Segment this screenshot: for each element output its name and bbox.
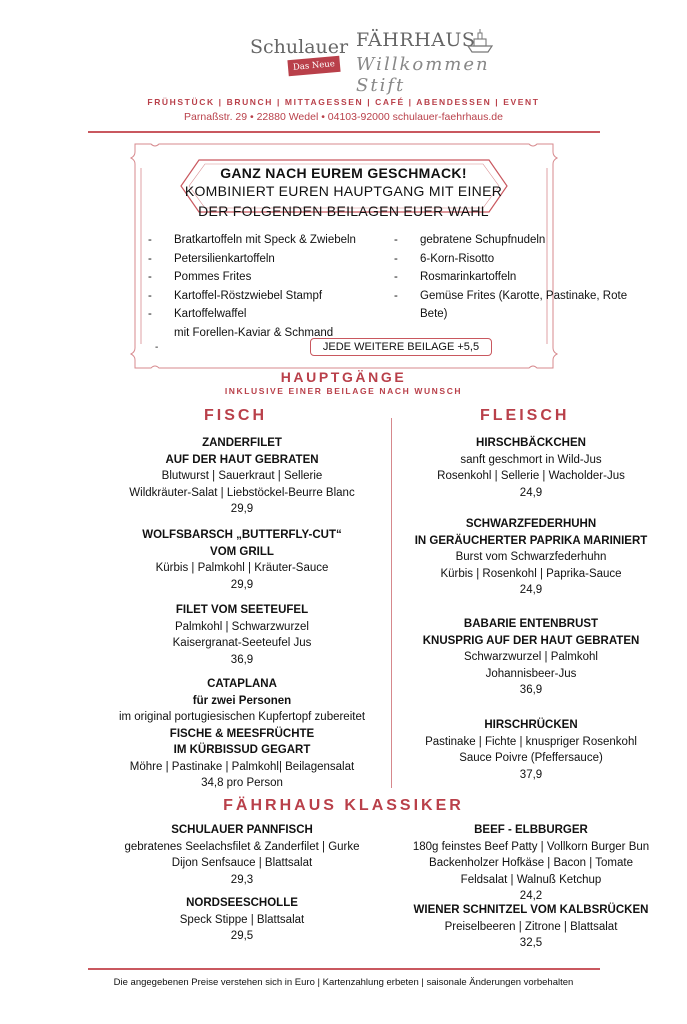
dish-price: 32,5	[519, 937, 543, 949]
dish-description: Kürbis | Palmkohl | Kräuter-Sauce	[155, 562, 329, 574]
dish-name: SCHWARZFEDERHUHN	[465, 518, 597, 530]
contact-line	[0, 111, 687, 123]
dish-name-line3: FISCHE & MEESFRÜCHTE	[169, 727, 315, 740]
dish-description: Palmkohl | Schwarzwurzel	[174, 620, 309, 633]
dish-description: Burst vom Schwarzfederhuhn	[455, 551, 607, 563]
dish-price: 36,9	[519, 684, 543, 696]
dish-description: im original portugiesischen Kupfertopf zubereitet	[118, 711, 366, 723]
dish-nordseescholle	[87, 895, 397, 945]
dish-name: WOLFSBARSCH „BUTTERFLY-CUT“	[142, 529, 342, 541]
side-item: - Gemüse Frites (Karotte, Pastinake, Rote Bete)	[394, 287, 640, 324]
side-item: - Kartoffel-Röstzwiebel Stampf	[148, 287, 388, 306]
sides-subtitle-line2: DER FOLGENDEN BEILAGEN EUER WAHL	[198, 203, 489, 219]
dish-description: Pastinake | Fichte | knuspriger Rosenkohl	[425, 735, 637, 748]
divider-top	[88, 131, 600, 133]
dish-price: 29,5	[230, 930, 254, 942]
dish-price: 24,9	[519, 486, 543, 499]
dish-description: Dijon Senfsauce | Blattsalat	[171, 857, 313, 869]
list-dash: -	[155, 342, 159, 353]
sides-title: GANZ NACH EUREM GESCHMACK!	[220, 165, 467, 181]
dish-name-line2: IN GERÄUCHERTER PAPRIKA MARINIERT	[414, 534, 648, 547]
dish-wolfsbarsch	[87, 527, 397, 593]
dish-description: Rosenkohl | Sellerie | Wacholder-Jus	[437, 470, 625, 482]
dish-name-line2: KNUSPRIG AUF DER HAUT GEBRATEN	[422, 634, 640, 647]
dish-description: Johannisbeer-Jus	[485, 667, 577, 680]
dish-price: 29,9	[230, 578, 254, 591]
klassiker-title: FÄHRHAUS KLASSIKER	[223, 797, 464, 814]
dish-description: Wildkräuter-Salat | Liebstöckel-Beurre Blanc	[129, 486, 355, 499]
logo-word-faehrhaus: FÄHRHAUS	[356, 29, 476, 51]
dish-description: Preiselbeeren | Zitrone | Blattsalat	[444, 920, 618, 933]
ship-icon	[466, 28, 494, 54]
dish-name: NORDSEESCHOLLE	[186, 897, 298, 909]
service-tagline: FRÜHSTÜCK | BRUNCH | MITTAGESSEN | CAFÉ | ABENDESSEN | EVENT	[147, 97, 540, 107]
dish-hirschbaeckchen	[392, 435, 670, 501]
side-item: - Petersilienkartoffeln	[148, 250, 388, 269]
divider-bottom	[88, 968, 600, 970]
dish-name-line2: AUF DER HAUT GEBRATEN	[165, 453, 319, 466]
dish-description: 180g feinstes Beef Patty | Vollkorn Burger Bun	[412, 840, 650, 853]
mains-title: HAUPTGÄNGE	[280, 369, 407, 385]
dish-price: 29,3	[230, 873, 254, 886]
dish-schwarzfederhuhn	[392, 516, 670, 599]
dish-name: CATAPLANA	[207, 678, 277, 690]
dish-description: Backenholzer Hofkäse | Bacon | Tomate	[429, 857, 633, 869]
extra-side-price: JEDE WEITERE BEILAGE +5,5	[310, 338, 492, 356]
side-item: - 6-Korn-Risotto	[394, 250, 644, 269]
footer-note: Die angegebenen Preise verstehen sich in Euro | Kartenzahlung erbeten | saisonale Änderungen vorbehalten	[113, 977, 574, 988]
dish-wiener-schnitzel	[392, 902, 670, 952]
dish-price: 34,8 pro Person	[201, 777, 283, 789]
dish-name: HIRSCHRÜCKEN	[484, 719, 578, 731]
fisch-heading: FISCH	[204, 407, 267, 424]
logo-word-schulauer: Schulauer	[250, 36, 349, 58]
dish-description: gebratenes Seelachsfilet & Zanderfilet | Gurke	[124, 840, 360, 853]
dish-price: 29,9	[230, 503, 254, 515]
dish-name-line2: VOM GRILL	[210, 545, 274, 558]
dish-name: WIENER SCHNITZEL VOM KALBSRÜCKEN	[413, 904, 649, 916]
logo-script: Willkommen Stift	[356, 54, 490, 96]
dish-description: sanft geschmort in Wild-Jus	[460, 453, 602, 466]
dish-description: Blutwurst | Sauerkraut | Sellerie	[161, 470, 323, 482]
dish-name: BEEF - ELBBURGER	[474, 824, 588, 836]
address-text: Parnaßstr. 29 • 22880 Wedel • 04103-92000	[184, 111, 390, 123]
dish-name: SCHULAUER PANNFISCH	[171, 824, 313, 836]
dish-name: FILET VOM SEETEUFEL	[175, 604, 309, 616]
dish-description: Kaisergranat-Seeteufel Jus	[172, 637, 312, 649]
website-link[interactable]: schulauer-faehrhaus.de	[392, 111, 503, 123]
dish-hirschruecken	[392, 717, 670, 783]
dish-description: Speck Stippe | Blattsalat	[179, 913, 305, 926]
dish-description: Feldsalat | Walnuß Ketchup	[460, 873, 602, 886]
mains-subtitle: INKLUSIVE EINER BEILAGE NACH WUNSCH	[224, 386, 463, 396]
dish-name: HIRSCHBÄCKCHEN	[476, 437, 586, 449]
dish-description: Sauce Poivre (Pfeffersauce)	[459, 752, 603, 764]
dish-cataplana	[87, 676, 397, 792]
dish-name: BABARIE ENTENBRUST	[463, 618, 599, 630]
side-item: - gebratene Schupfnudeln	[394, 231, 644, 250]
dish-name: ZANDERFILET	[202, 437, 282, 449]
sides-subtitle-line1: KOMBINIERT EUREN HAUPTGANG MIT EINER	[184, 183, 503, 199]
dish-entenbrust	[392, 616, 670, 699]
dish-elbburger	[392, 822, 670, 905]
logo	[220, 22, 520, 96]
sides-list-left	[148, 231, 388, 342]
logo-badge: Das Neue	[287, 56, 340, 76]
side-item: - Kartoffelwaffel	[148, 305, 388, 324]
dish-description: Möhre | Pastinake | Palmkohl| Beilagensalat	[129, 760, 355, 773]
side-item: - Bratkartoffeln mit Speck & Zwiebeln	[148, 231, 388, 250]
dish-price: 24,2	[519, 890, 543, 902]
dish-name-line4: IM KÜRBISSUD GEGART	[173, 744, 311, 756]
dish-pannfisch	[87, 822, 397, 888]
dish-description: Schwarzwurzel | Palmkohl	[463, 651, 598, 663]
dish-name-line2: für zwei Personen	[192, 694, 292, 707]
dish-seeteufel	[87, 602, 397, 668]
dish-price: 24,9	[519, 584, 543, 596]
sides-list-right	[394, 231, 644, 324]
dish-price: 37,9	[519, 768, 543, 781]
dish-zanderfilet	[87, 435, 397, 518]
side-item-detail: mit Forellen-Kaviar & Schmand	[174, 326, 334, 339]
side-item: - Rosmarinkartoffeln	[394, 268, 644, 287]
dish-description: Kürbis | Rosenkohl | Paprika-Sauce	[440, 567, 622, 580]
side-item: - Pommes Frites	[148, 268, 388, 287]
fleisch-heading: FLEISCH	[480, 407, 570, 424]
dish-price: 36,9	[230, 653, 254, 666]
